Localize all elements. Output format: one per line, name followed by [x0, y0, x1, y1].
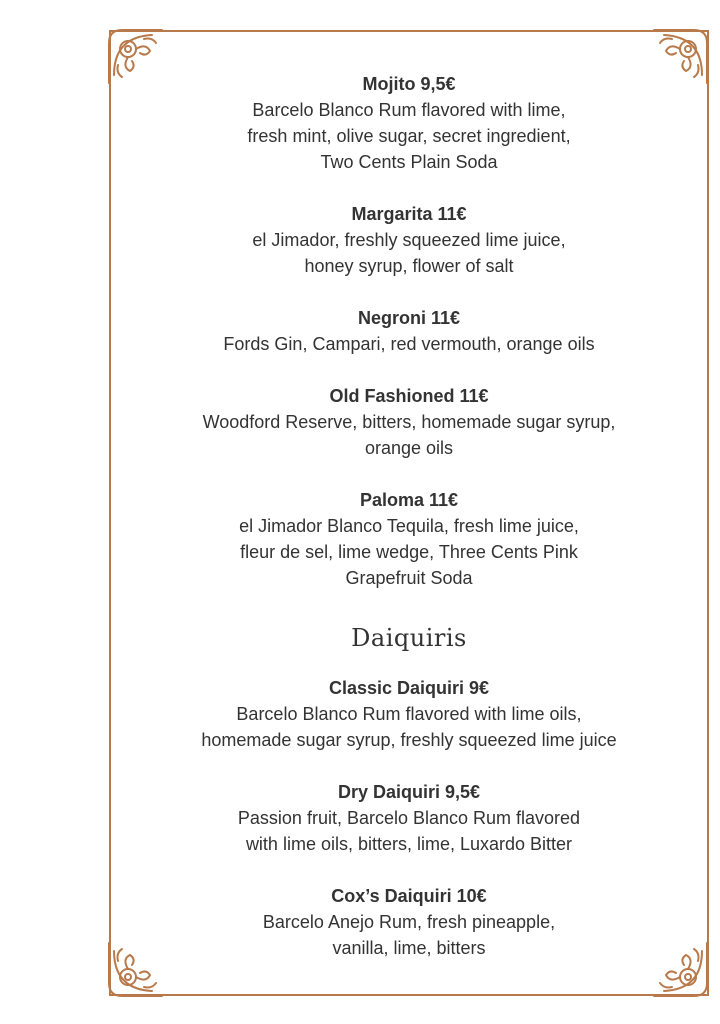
menu-item-negroni — [109, 305, 709, 357]
menu-item-title: Dry Daiquiri 9,5€ — [337, 782, 481, 802]
menu-item-margarita — [109, 201, 709, 279]
menu-item-coxs-daiquiri — [109, 883, 709, 961]
menu-item-description: el Jimador Blanco Tequila, fresh lime juice, fleur de sel, lime wedge, Three Cents Pink Grapefruit Soda — [239, 516, 579, 588]
menu-item-description: Passion fruit, Barcelo Blanco Rum flavored with lime oils, bitters, lime, Luxardo Bitter — [237, 808, 581, 854]
menu-item-paloma — [109, 487, 709, 591]
menu-item-dry-daiquiri — [109, 779, 709, 857]
menu-item-mojito — [109, 71, 709, 175]
menu-content — [109, 71, 709, 961]
menu-item-description: Barcelo Blanco Rum flavored with lime oils, homemade sugar syrup, freshly squeezed lime juice — [201, 704, 617, 750]
menu-item-title: Cox’s Daiquiri 10€ — [331, 886, 487, 906]
menu-item-description: Barcelo Anejo Rum, fresh pineapple, vanilla, lime, bitters — [262, 912, 556, 958]
menu-item-title: Mojito 9,5€ — [362, 74, 456, 94]
menu-item-old-fashioned — [109, 383, 709, 461]
menu-item-description: Fords Gin, Campari, red vermouth, orange oils — [223, 334, 595, 354]
menu-item-description: el Jimador, freshly squeezed lime juice, honey syrup, flower of salt — [252, 230, 566, 276]
menu-item-classic-daiquiri — [109, 675, 709, 753]
menu-item-title: Classic Daiquiri 9€ — [328, 678, 490, 698]
menu-item-title: Margarita 11€ — [351, 204, 467, 224]
menu-item-title: Negroni 11€ — [357, 308, 461, 328]
menu-item-description: Woodford Reserve, bitters, homemade sugar syrup, orange oils — [202, 412, 616, 458]
section-title-daiquiris: Daiquiris — [351, 624, 467, 652]
menu-item-title: Old Fashioned 11€ — [329, 386, 489, 406]
menu-item-title: Paloma 11€ — [359, 490, 459, 510]
menu-item-description: Barcelo Blanco Rum flavored with lime, fresh mint, olive sugar, secret ingredient, Two Cents Plain Soda — [247, 100, 571, 172]
